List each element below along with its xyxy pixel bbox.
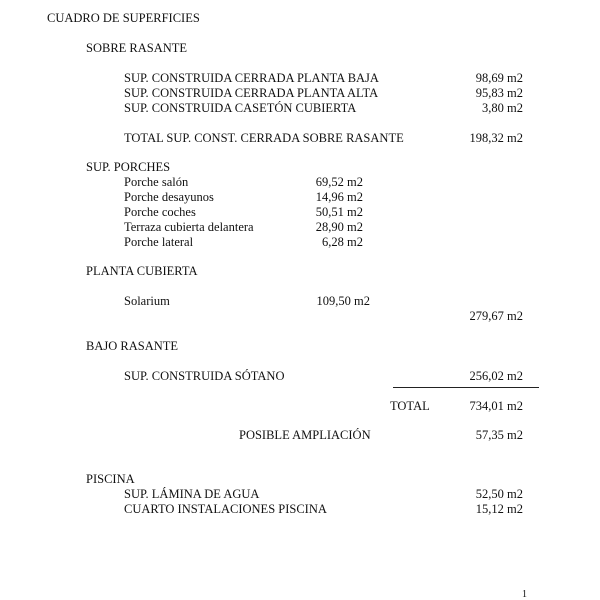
solarium-label: Solarium [124,294,170,308]
total-value: 734,01 m2 [469,399,523,413]
row-label-caseton: SUP. CONSTRUIDA CASETÓN CUBIERTA [124,101,357,115]
porch-label-terraza: Terraza cubierta delantera [124,220,254,234]
lamina-agua-label: SUP. LÁMINA DE AGUA [124,487,260,501]
subtotal-value: 279,67 m2 [469,309,523,323]
total-divider [393,387,539,388]
porch-label-coches: Porche coches [124,205,196,219]
row-value-caseton: 3,80 m2 [482,101,523,115]
row-value-planta-baja: 98,69 m2 [475,71,523,85]
solarium-value: 109,50 m2 [316,294,370,308]
ampliacion-value: 57,35 m2 [475,428,523,442]
porch-value-terraza: 28,90 m2 [315,220,363,234]
porch-value-lateral: 6,28 m2 [322,235,363,249]
section-heading-planta-cubierta: PLANTA CUBIERTA [86,264,198,278]
porch-value-desayunos: 14,96 m2 [315,190,363,204]
lamina-agua-value: 52,50 m2 [475,487,523,501]
row-value-planta-alta: 95,83 m2 [475,86,523,100]
page-number: 1 [522,589,527,600]
section-heading-sobre-rasante: SOBRE RASANTE [86,41,188,55]
total-sobre-rasante-label: TOTAL SUP. CONST. CERRADA SOBRE RASANTE [124,131,404,145]
porch-value-salon: 69,52 m2 [315,175,363,189]
total-label: TOTAL [390,399,430,413]
porch-label-desayunos: Porche desayunos [124,190,214,204]
sotano-value: 256,02 m2 [469,369,523,383]
row-label-planta-alta: SUP. CONSTRUIDA CERRADA PLANTA ALTA [124,86,379,100]
cuarto-instalaciones-label: CUARTO INSTALACIONES PISCINA [124,502,327,516]
cuarto-instalaciones-value: 15,12 m2 [475,502,523,516]
porch-label-salon: Porche salón [124,175,189,189]
sotano-label: SUP. CONSTRUIDA SÓTANO [124,369,285,383]
document-title: CUADRO DE SUPERFICIES [47,11,200,25]
porch-label-lateral: Porche lateral [124,235,194,249]
section-heading-bajo-rasante: BAJO RASANTE [86,339,179,353]
ampliacion-label: POSIBLE AMPLIACIÓN [239,428,371,442]
porch-value-coches: 50,51 m2 [315,205,363,219]
section-heading-porches: SUP. PORCHES [86,160,171,174]
section-heading-piscina: PISCINA [86,472,135,486]
total-sobre-rasante-value: 198,32 m2 [469,131,523,145]
row-label-planta-baja: SUP. CONSTRUIDA CERRADA PLANTA BAJA [124,71,379,85]
